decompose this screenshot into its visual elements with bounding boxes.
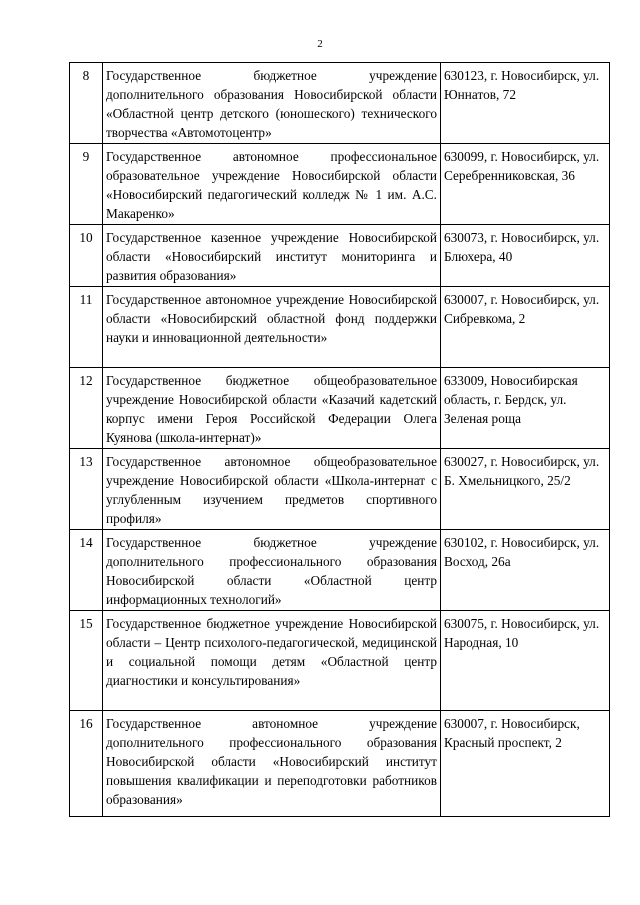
table-row <box>70 63 610 144</box>
institution-address: 630007, г. Новосибирск, ул. Сибревкома, 2 <box>441 287 610 368</box>
institutions-table <box>69 62 610 817</box>
row-number: 13 <box>70 449 103 530</box>
institution-name: Государственное автономное профессиональное образовательное учреждение Новосибирской области «Новосибирский педагогический колледж № 1 им. А.С. Макаренко» <box>103 144 441 225</box>
row-number: 14 <box>70 530 103 611</box>
institution-name: Государственное автономное учреждение Новосибирской области «Новосибирский областной фонд поддержки науки и инновационной деятельности» <box>103 287 441 368</box>
row-number: 10 <box>70 225 103 287</box>
institution-address: 630075, г. Новосибирск, ул. Народная, 10 <box>441 611 610 711</box>
row-number: 9 <box>70 144 103 225</box>
row-number: 15 <box>70 611 103 711</box>
table-row <box>70 711 610 817</box>
row-number: 16 <box>70 711 103 817</box>
row-number: 8 <box>70 63 103 144</box>
row-number: 12 <box>70 368 103 449</box>
table-row <box>70 611 610 711</box>
table-row <box>70 225 610 287</box>
institution-address: 633009, Новосибирская область, г. Бердск, ул. Зеленая роща <box>441 368 610 449</box>
institution-address: 630007, г. Новосибирск, Красный проспект, 2 <box>441 711 610 817</box>
table-row <box>70 530 610 611</box>
page-number: 2 <box>317 38 323 50</box>
institution-name: Государственное автономное общеобразовательное учреждение Новосибирской области «Школа-интернат с углубленным изучением предметов спортивного профиля» <box>103 449 441 530</box>
table-row <box>70 144 610 225</box>
institution-address: 630123, г. Новосибирск, ул. Юннатов, 72 <box>441 63 610 144</box>
institution-address: 630099, г. Новосибирск, ул. Серебренниковская, 36 <box>441 144 610 225</box>
table-row <box>70 449 610 530</box>
institution-address: 630102, г. Новосибирск, ул. Восход, 26а <box>441 530 610 611</box>
institution-name: Государственное бюджетное общеобразовательное учреждение Новосибирской области «Казачий кадетский корпус имени Героя Российской Федерации Олега Куянова (школа-интернат)» <box>103 368 441 449</box>
institution-name: Государственное бюджетное учреждение дополнительного профессионального образования Новосибирской области «Областной центр информационных технологий» <box>103 530 441 611</box>
row-number: 11 <box>70 287 103 368</box>
institution-name: Государственное бюджетное учреждение Новосибирской области – Центр психолого-педагогической, медицинской и социальной помощи детям «Областной центр диагностики и консультирования» <box>103 611 441 711</box>
table-row <box>70 368 610 449</box>
institution-name: Государственное автономное учреждение дополнительного профессионального образования Новосибирской области «Новосибирский институт повышения квалификации и переподготовки работников образования» <box>103 711 441 817</box>
table-body <box>70 63 610 817</box>
institution-address: 630073, г. Новосибирск, ул. Блюхера, 40 <box>441 225 610 287</box>
institution-name: Государственное казенное учреждение Новосибирской области «Новосибирский институт мониторинга и развития образования» <box>103 225 441 287</box>
table-row <box>70 287 610 368</box>
institution-address: 630027, г. Новосибирск, ул. Б. Хмельницкого, 25/2 <box>441 449 610 530</box>
institution-name: Государственное бюджетное учреждение дополнительного образования Новосибирской области «Областной центр детского (юношеского) технического творчества «Автомотоцентр» <box>103 63 441 144</box>
